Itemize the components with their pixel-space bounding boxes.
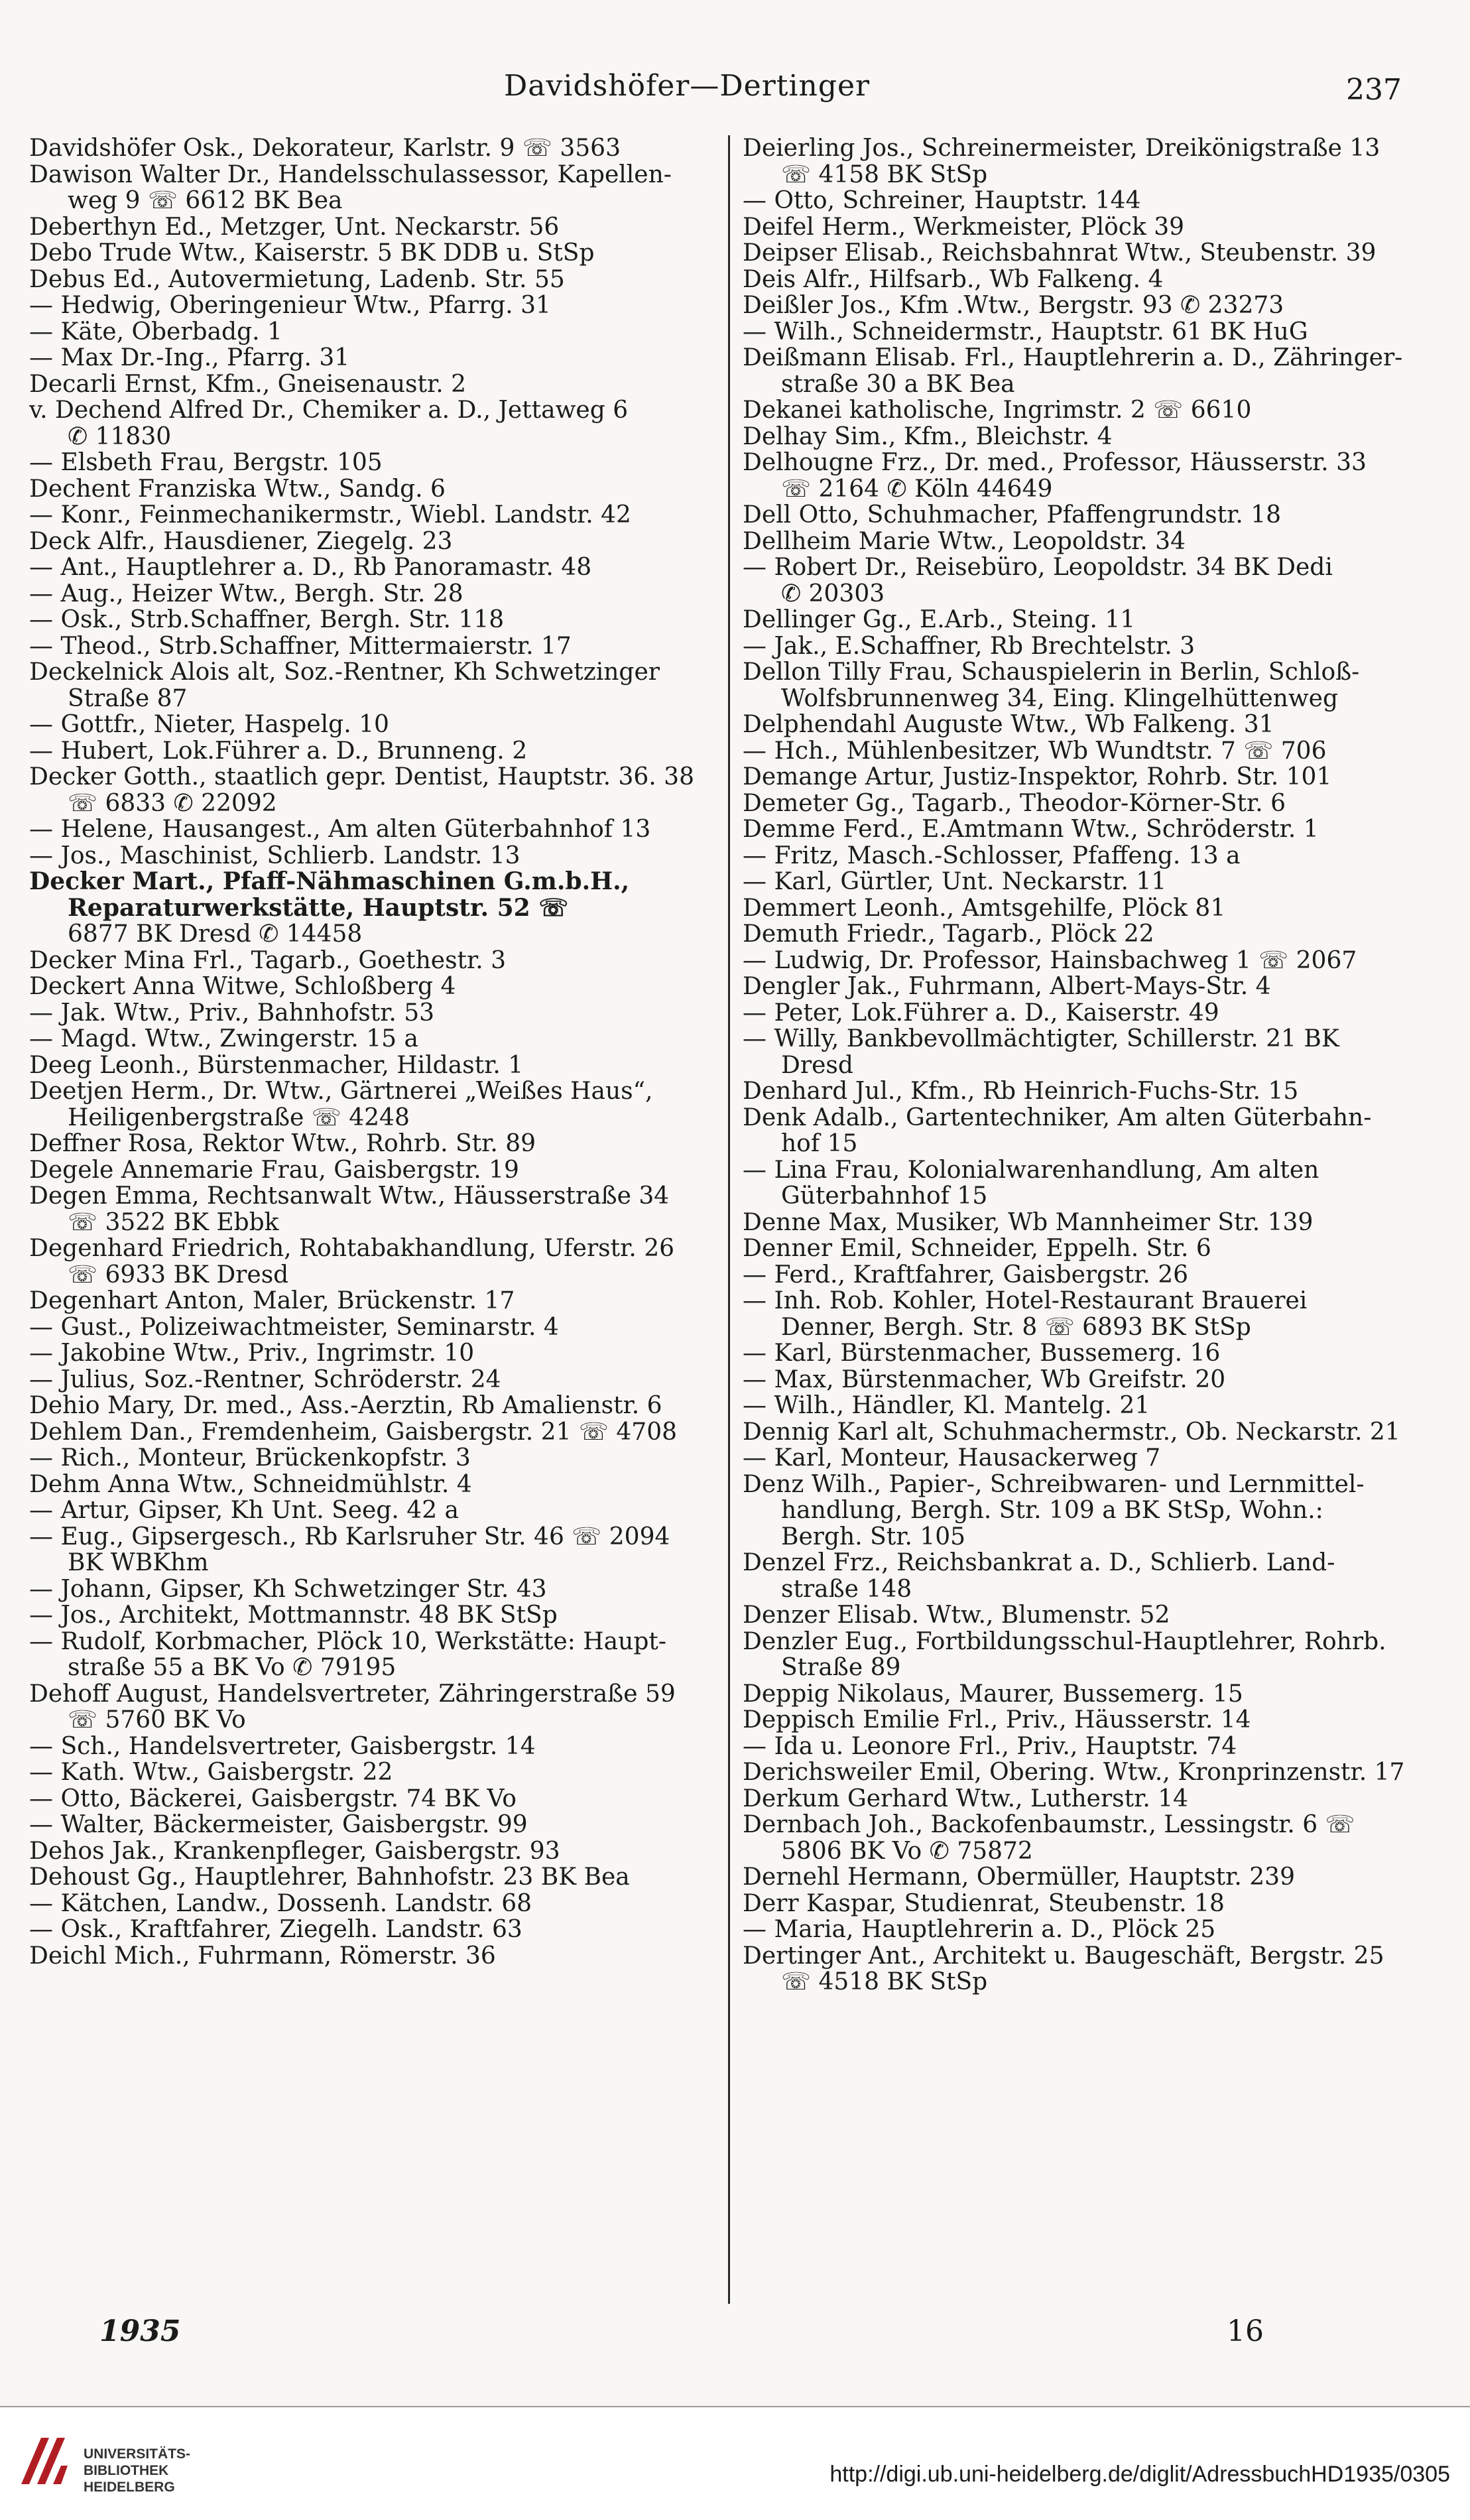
directory-entry-line: — Ant., Hauptlehrer a. D., Rb Panoramastr. 48 <box>29 554 592 581</box>
entry-continuation-line: Reparaturwerkstätte, Hauptstr. 52 ☏ <box>68 895 569 921</box>
directory-entry-line: Deeg Leonh., Bürstenmacher, Hildastr. 1 <box>29 1052 524 1078</box>
entry-continuation-line: Denner, Bergh. Str. 8 ☏ 6893 BK StSp <box>781 1314 1251 1340</box>
entry-continuation-line: BK WBKhm <box>68 1550 209 1576</box>
directory-entry-line: Degenhart Anton, Maler, Brückenstr. 17 <box>29 1288 515 1314</box>
directory-entry-line: — Johann, Gipser, Kh Schwetzinger Str. 43 <box>29 1576 547 1602</box>
directory-entry-line: Denz Wilh., Papier-, Schreibwaren- und Lernmittel- <box>743 1471 1365 1497</box>
directory-entry-line: Decarli Ernst, Kfm., Gneisenaustr. 2 <box>29 371 467 397</box>
directory-entry-line: — Gust., Polizeiwachtmeister, Seminarstr. 4 <box>29 1314 559 1340</box>
library-name-line: HEIDELBERG <box>84 2480 175 2495</box>
directory-entry-line: Dellon Tilly Frau, Schauspielerin in Berlin, Schloß- <box>743 659 1360 686</box>
directory-entry-line: Demme Ferd., E.Amtmann Wtw., Schröderstr. 1 <box>743 816 1319 843</box>
directory-entry-line: — Gottfr., Nieter, Haspelg. 10 <box>29 712 389 738</box>
directory-entry-line: Denne Max, Musiker, Wb Mannheimer Str. 139 <box>743 1209 1314 1235</box>
directory-entry-line: Dehio Mary, Dr. med., Ass.-Aerztin, Rb Amalienstr. 6 <box>29 1393 662 1419</box>
library-logo-icon <box>15 2431 74 2491</box>
directory-entry-line: — Willy, Bankbevollmächtigter, Schillerstr. 21 BK <box>743 1026 1339 1052</box>
entry-continuation-line: ☏ 4158 BK StSp <box>781 161 988 188</box>
directory-entry-line: — Elsbeth Frau, Bergstr. 105 <box>29 450 383 476</box>
header-title: Davidshöfer—Dertinger <box>504 69 871 103</box>
directory-entry-line: — Konr., Feinmechanikermstr., Wiebl. Landstr. 42 <box>29 502 631 529</box>
directory-entry-line: Dennig Karl alt, Schuhmachermstr., Ob. Neckarstr. 21 <box>743 1418 1400 1445</box>
directory-entry-line: Derkum Gerhard Wtw., Lutherstr. 14 <box>743 1785 1189 1812</box>
directory-entry-line: — Osk., Kraftfahrer, Ziegelh. Landstr. 63 <box>29 1917 522 1943</box>
running-header <box>0 69 1470 109</box>
directory-entry-line: Delphendahl Auguste Wtw., Wb Falkeng. 31 <box>743 712 1274 738</box>
directory-entry-line: Dell Otto, Schuhmacher, Pfaffengrundstr. 18 <box>743 502 1282 529</box>
entry-continuation-line: 6877 BK Dresd ✆ 14458 <box>68 921 363 948</box>
directory-entry-line: Dernbach Joh., Backofenbaumstr., Lessingstr. 6 ☏ <box>743 1812 1355 1838</box>
entry-continuation-line: Straße 89 <box>781 1655 901 1681</box>
entry-continuation-line: ✆ 20303 <box>781 580 885 607</box>
directory-entry-line: Degele Annemarie Frau, Gaisbergstr. 19 <box>29 1157 519 1183</box>
entry-continuation-line: straße 55 a BK Vo ✆ 79195 <box>68 1655 397 1681</box>
directory-entry-line: Dehos Jak., Krankenpfleger, Gaisbergstr. 93 <box>29 1838 560 1864</box>
directory-entry-line: Dehoff August, Handelsvertreter, Zähringerstraße 59 <box>29 1680 676 1707</box>
directory-entry-line: — Fritz, Masch.-Schlosser, Pfaffeng. 13 a <box>743 842 1241 869</box>
directory-entry-line: — Inh. Rob. Kohler, Hotel-Restaurant Brauerei <box>743 1288 1308 1314</box>
directory-entry-line: Deberthyn Ed., Metzger, Unt. Neckarstr. 56 <box>29 214 560 240</box>
entry-continuation-line: straße 148 <box>781 1576 912 1602</box>
directory-entry-line: Deichl Mich., Fuhrmann, Römerstr. 36 <box>29 1942 496 1969</box>
entry-continuation-line: ☏ 5760 BK Vo <box>68 1707 246 1733</box>
directory-entry-line: Demuth Friedr., Tagarb., Plöck 22 <box>743 921 1154 948</box>
directory-entry-line: v. Dechend Alfred Dr., Chemiker a. D., Jettaweg 6 <box>29 397 629 424</box>
right-column <box>743 135 1432 2304</box>
directory-entry-line: Debo Trude Wtw., Kaiserstr. 5 BK DDB u. StSp <box>29 240 595 267</box>
library-branding-bar <box>0 2407 1470 2520</box>
footer-signature: 16 <box>1227 2314 1264 2348</box>
directory-entry-line: — Eug., Gipsergesch., Rb Karlsruher Str. 46 ☏ 2094 <box>29 1523 670 1550</box>
entry-continuation-line: ✆ 11830 <box>68 423 172 450</box>
directory-entry-line: Dernehl Hermann, Obermüller, Hauptstr. 239 <box>743 1864 1295 1891</box>
library-name <box>84 2446 190 2495</box>
directory-entry-line: Deis Alfr., Hilfsarb., Wb Falkeng. 4 <box>743 266 1164 292</box>
directory-entry-line: — Jak. Wtw., Priv., Bahnhofstr. 53 <box>29 999 435 1026</box>
entry-continuation-line: ☏ 6933 BK Dresd <box>68 1261 289 1288</box>
directory-entry-line: Dellheim Marie Wtw., Leopoldstr. 34 <box>743 528 1186 554</box>
entry-continuation-line: weg 9 ☏ 6612 BK Bea <box>68 188 343 214</box>
directory-entry-line: Derichsweiler Emil, Obering. Wtw., Kronprinzenstr. 17 <box>743 1759 1405 1786</box>
footer-year: 1935 <box>99 2314 181 2348</box>
source-url-link[interactable]: http://digi.ub.uni-heidelberg.de/diglit/AdressbuchHD1935/0305 <box>829 2462 1450 2487</box>
directory-entry-line: Dawison Walter Dr., Handelsschulassessor, Kapellen- <box>29 161 672 188</box>
directory-entry-line: Delhay Sim., Kfm., Bleichstr. 4 <box>743 423 1113 450</box>
directory-entry-line: — Wilh., Händler, Kl. Mantelg. 21 <box>743 1393 1150 1419</box>
directory-entry-line: Denzel Frz., Reichsbankrat a. D., Schlierb. Land- <box>743 1550 1335 1576</box>
directory-entry-line: Degenhard Friedrich, Rohtabakhandlung, Uferstr. 26 <box>29 1235 675 1262</box>
directory-entry-line: Denhard Jul., Kfm., Rb Heinrich-Fuchs-Str. 15 <box>743 1078 1299 1105</box>
left-column <box>29 135 719 2304</box>
directory-entry-line: — Jos., Architekt, Mottmannstr. 48 BK StSp <box>29 1602 558 1629</box>
directory-entry-line: — Max, Bürstenmacher, Wb Greifstr. 20 <box>743 1366 1226 1393</box>
directory-entry-line: — Ferd., Kraftfahrer, Gaisbergstr. 26 <box>743 1261 1189 1288</box>
directory-entry-line: — Osk., Strb.Schaffner, Bergh. Str. 118 <box>29 607 505 633</box>
entry-continuation-line: ☏ 4518 BK StSp <box>781 1969 988 1995</box>
directory-entry-line: Delhougne Frz., Dr. med., Professor, Häusserstr. 33 <box>743 450 1367 476</box>
directory-entry-line: — Karl, Bürstenmacher, Bussemerg. 16 <box>743 1340 1221 1367</box>
directory-entry-line: — Otto, Bäckerei, Gaisbergstr. 74 BK Vo <box>29 1785 517 1812</box>
directory-entry-line: — Hubert, Lok.Führer a. D., Brunneng. 2 <box>29 737 528 764</box>
directory-entry-line: — Peter, Lok.Führer a. D., Kaiserstr. 49 <box>743 999 1219 1026</box>
directory-entry-line: — Jakobine Wtw., Priv., Ingrimstr. 10 <box>29 1340 475 1367</box>
directory-entry-line: Demange Artur, Justiz-Inspektor, Rohrb. Str. 101 <box>743 764 1332 790</box>
directory-entry-line: — Wilh., Schneidermstr., Hauptstr. 61 BK HuG <box>743 318 1308 345</box>
directory-entry-line: — Magd. Wtw., Zwingerstr. 15 a <box>29 1026 418 1052</box>
column-divider <box>728 135 730 2304</box>
directory-entry-line: — Jos., Maschinist, Schlierb. Landstr. 13 <box>29 842 521 869</box>
directory-entry-line: Dellinger Gg., E.Arb., Steing. 11 <box>743 607 1136 633</box>
directory-entry-line: — Hedwig, Oberingenieur Wtw., Pfarrg. 31 <box>29 292 551 319</box>
directory-entry-line: — Aug., Heizer Wtw., Bergh. Str. 28 <box>29 580 463 607</box>
directory-entry-line: Dertinger Ant., Architekt u. Baugeschäft, Bergstr. 25 <box>743 1942 1384 1969</box>
entry-continuation-line: Wolfsbrunnenweg 34, Eing. Klingelhüttenweg <box>781 685 1338 712</box>
directory-entry-line: Denzer Elisab. Wtw., Blumenstr. 52 <box>743 1602 1170 1629</box>
directory-entry-line: Deißmann Elisab. Frl., Hauptlehrerin a. D., Zähringer- <box>743 345 1403 371</box>
directory-entry-line: — Karl, Gürtler, Unt. Neckarstr. 11 <box>743 869 1167 895</box>
directory-entry-line: — Kath. Wtw., Gaisbergstr. 22 <box>29 1759 393 1786</box>
entry-continuation-line: handlung, Bergh. Str. 109 a BK StSp, Wohn.: <box>781 1497 1323 1524</box>
directory-entry-line: — Artur, Gipser, Kh Unt. Seeg. 42 a <box>29 1497 459 1524</box>
directory-entry-line: — Walter, Bäckermeister, Gaisbergstr. 99 <box>29 1812 528 1838</box>
entry-continuation-line: ☏ 3522 BK Ebbk <box>68 1209 279 1235</box>
page-number: 237 <box>1346 73 1402 107</box>
directory-entry-line: — Helene, Hausangest., Am alten Güterbahnhof 13 <box>29 816 651 843</box>
directory-entry-line: Degen Emma, Rechtsanwalt Wtw., Häusserstraße 34 <box>29 1183 670 1210</box>
directory-entry-line: Decker Mina Frl., Tagarb., Goethestr. 3 <box>29 947 507 974</box>
directory-entry-line: Dengler Jak., Fuhrmann, Albert-Mays-Str. 4 <box>743 974 1271 1000</box>
entry-continuation-line: 5806 BK Vo ✆ 75872 <box>781 1838 1033 1864</box>
library-name-line: UNIVERSITÄTS- <box>84 2446 191 2462</box>
directory-entry-line: Deetjen Herm., Dr. Wtw., Gärtnerei „Weißes Haus“, <box>29 1078 653 1105</box>
directory-entry-line: — Otto, Schreiner, Hauptstr. 144 <box>743 188 1141 214</box>
directory-entry-line: — Jak., E.Schaffner, Rb Brechtelstr. 3 <box>743 633 1195 659</box>
directory-entry-line: — Ludwig, Dr. Professor, Hainsbachweg 1 ☏ 2067 <box>743 947 1357 974</box>
directory-entry-line: Derr Kaspar, Studienrat, Steubenstr. 18 <box>743 1890 1225 1917</box>
directory-entry-line: Dehlem Dan., Fremdenheim, Gaisbergstr. 21 ☏ 4708 <box>29 1418 678 1445</box>
directory-entry-line: — Käte, Oberbadg. 1 <box>29 318 282 345</box>
directory-entry-line: Deifel Herm., Werkmeister, Plöck 39 <box>743 214 1185 240</box>
directory-entry-line: — Karl, Monteur, Hausackerweg 7 <box>743 1445 1161 1472</box>
directory-entry-line: Denk Adalb., Gartentechniker, Am alten Güterbahn- <box>743 1104 1372 1131</box>
directory-entry-line: — Ida u. Leonore Frl., Priv., Hauptstr. 74 <box>743 1733 1237 1759</box>
entry-continuation-line: straße 30 a BK Bea <box>781 371 1015 397</box>
directory-entry-line: — Theod., Strb.Schaffner, Mittermaierstr. 17 <box>29 633 572 659</box>
directory-entry-line: Deckelnick Alois alt, Soz.-Rentner, Kh Schwetzinger <box>29 659 660 686</box>
directory-entry-line: — Hch., Mühlenbesitzer, Wb Wundtstr. 7 ☏ 706 <box>743 737 1327 764</box>
directory-entry-line: — Rich., Monteur, Brückenkopfstr. 3 <box>29 1445 471 1472</box>
entry-continuation-line: Bergh. Str. 105 <box>781 1523 966 1550</box>
directory-entry-line: Deckert Anna Witwe, Schloßberg 4 <box>29 974 456 1000</box>
entry-continuation-line: Güterbahnhof 15 <box>781 1183 988 1210</box>
directory-entry-line: Decker Mart., Pfaff-Nähmaschinen G.m.b.H., <box>29 869 630 895</box>
directory-entry-line: Decker Gotth., staatlich gepr. Dentist, Hauptstr. 36. 38 <box>29 764 694 790</box>
entry-continuation-line: Straße 87 <box>68 685 188 712</box>
directory-entry-line: Deipser Elisab., Reichsbahnrat Wtw., Steubenstr. 39 <box>743 240 1377 267</box>
directory-entry-line: Dehm Anna Wtw., Schneidmühlstr. 4 <box>29 1471 472 1497</box>
directory-entry-line: Deppig Nikolaus, Maurer, Bussemerg. 15 <box>743 1680 1243 1707</box>
directory-entry-line: Davidshöfer Osk., Dekorateur, Karlstr. 9 ☏ 3563 <box>29 135 621 162</box>
entry-continuation-line: hof 15 <box>781 1131 858 1157</box>
directory-entry-line: — Rudolf, Korbmacher, Plöck 10, Werkstätte: Haupt- <box>29 1628 666 1655</box>
directory-entry-line: — Robert Dr., Reisebüro, Leopoldstr. 34 BK Dedi <box>743 554 1333 581</box>
directory-entry-line: — Max Dr.-Ing., Pfarrg. 31 <box>29 345 350 371</box>
directory-entry-line: Deppisch Emilie Frl., Priv., Häusserstr. 14 <box>743 1707 1251 1733</box>
directory-entry-line: Denzler Eug., Fortbildungsschul-Hauptlehrer, Rohrb. <box>743 1628 1386 1655</box>
entry-continuation-line: Heiligenbergstraße ☏ 4248 <box>68 1104 410 1131</box>
directory-entry-line: — Kätchen, Landw., Dossenh. Landstr. 68 <box>29 1890 532 1917</box>
entry-continuation-line: ☏ 6833 ✆ 22092 <box>68 790 277 816</box>
directory-entry-line: — Maria, Hauptlehrerin a. D., Plöck 25 <box>743 1917 1216 1943</box>
directory-entry-line: — Lina Frau, Kolonialwarenhandlung, Am alten <box>743 1157 1319 1183</box>
directory-entry-line: Denner Emil, Schneider, Eppelh. Str. 6 <box>743 1235 1211 1262</box>
directory-entry-line: — Julius, Soz.-Rentner, Schröderstr. 24 <box>29 1366 501 1393</box>
directory-entry-line: Dekanei katholische, Ingrimstr. 2 ☏ 6610 <box>743 397 1252 424</box>
directory-entry-line: Dechent Franziska Wtw., Sandg. 6 <box>29 475 446 502</box>
entry-continuation-line: Dresd <box>781 1052 853 1078</box>
directory-entry-line: Demeter Gg., Tagarb., Theodor-Körner-Str. 6 <box>743 790 1286 816</box>
directory-entry-line: Deierling Jos., Schreinermeister, Dreikönigstraße 13 <box>743 135 1380 162</box>
directory-entry-line: Deißler Jos., Kfm .Wtw., Bergstr. 93 ✆ 23273 <box>743 292 1284 319</box>
entry-continuation-line: ☏ 2164 ✆ Köln 44649 <box>781 475 1053 502</box>
directory-entry-line: Demmert Leonh., Amtsgehilfe, Plöck 81 <box>743 895 1226 921</box>
directory-entry-line: Debus Ed., Autovermietung, Ladenb. Str. 55 <box>29 266 565 292</box>
directory-entry-line: — Sch., Handelsvertreter, Gaisbergstr. 14 <box>29 1733 536 1759</box>
library-name-line: BIBLIOTHEK <box>84 2463 169 2478</box>
directory-entry-line: Deck Alfr., Hausdiener, Ziegelg. 23 <box>29 528 453 554</box>
directory-entry-line: Dehoust Gg., Hauptlehrer, Bahnhofstr. 23 BK Bea <box>29 1864 630 1891</box>
directory-entry-line: Deffner Rosa, Rektor Wtw., Rohrb. Str. 89 <box>29 1131 536 1157</box>
